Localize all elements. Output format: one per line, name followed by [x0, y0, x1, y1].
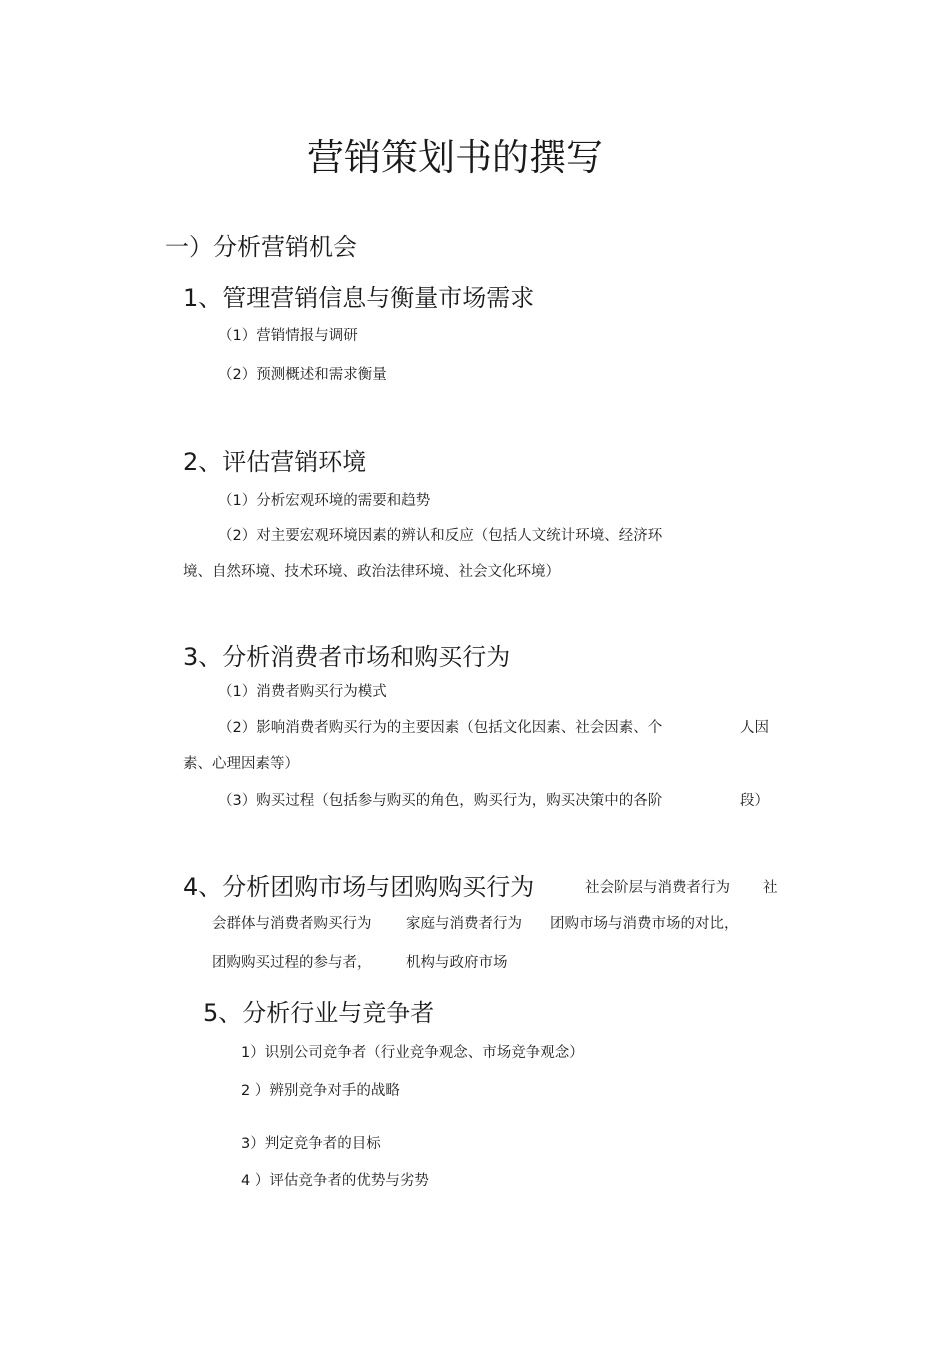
section5-item-4: 4 ）评估竞争者的优势与劣势 — [241, 1173, 429, 1189]
section4-line3-b: 机构与政府市场 — [406, 955, 508, 971]
section3-item-2-line1: （2）影响消费者购买行为的主要因素（包括文化因素、社会因素、个 — [218, 720, 663, 736]
section2-item-2-line1: （2）对主要宏观环境因素的辨认和反应（包括人文统计环境、经济环 — [218, 528, 663, 544]
section3-item-3: （3）购买过程（包括参与购买的角色，购买行为，购买决策中的各阶 — [218, 793, 663, 809]
section5-item-1: 1）识别公司竞争者（行业竞争观念、市场竞争观念） — [241, 1045, 584, 1061]
section2-item-2-line2: 境、自然环境、技术环境、政治法律环境、社会文化环境） — [183, 564, 560, 580]
section3-item-2-line1-end: 人因 — [740, 720, 769, 736]
section3-item-3-end: 段） — [740, 793, 769, 809]
section5-heading: 5、分析行业与竞争者 — [203, 999, 435, 1027]
section4-line2-a: 会群体与消费者购买行为 — [212, 916, 372, 932]
section3-item-2-line2: 素、心理因素等） — [183, 756, 299, 772]
section4-heading: 4、分析团购市场与团购购买行为 — [183, 873, 535, 901]
section5-item-2: 2 ）辨别竞争对手的战略 — [241, 1083, 400, 1099]
section4-inline-2: 社 — [763, 880, 778, 896]
section2-item-1: （1）分析宏观环境的需要和趋势 — [218, 493, 431, 509]
section1-heading: 1、管理营销信息与衡量市场需求 — [183, 284, 535, 312]
section4-inline-1: 社会阶层与消费者行为 — [585, 880, 730, 896]
part1-heading: 一）分析营销机会 — [165, 233, 357, 261]
document-title: 营销策划书的撰写 — [307, 136, 603, 179]
section4-line2-c: 团购市场与消费市场的对比， — [550, 916, 739, 932]
section4-line2-b: 家庭与消费者行为 — [406, 916, 522, 932]
section1-item-1: （1）营销情报与调研 — [218, 328, 358, 344]
section1-item-2: （2）预测概述和需求衡量 — [218, 367, 387, 383]
section4-line3-a: 团购购买过程的参与者， — [212, 955, 372, 971]
section2-heading: 2、评估营销环境 — [183, 448, 367, 476]
section3-heading: 3、分析消费者市场和购买行为 — [183, 643, 511, 671]
section3-item-1: （1）消费者购买行为模式 — [218, 684, 387, 700]
section5-item-3: 3）判定竞争者的目标 — [241, 1136, 381, 1152]
